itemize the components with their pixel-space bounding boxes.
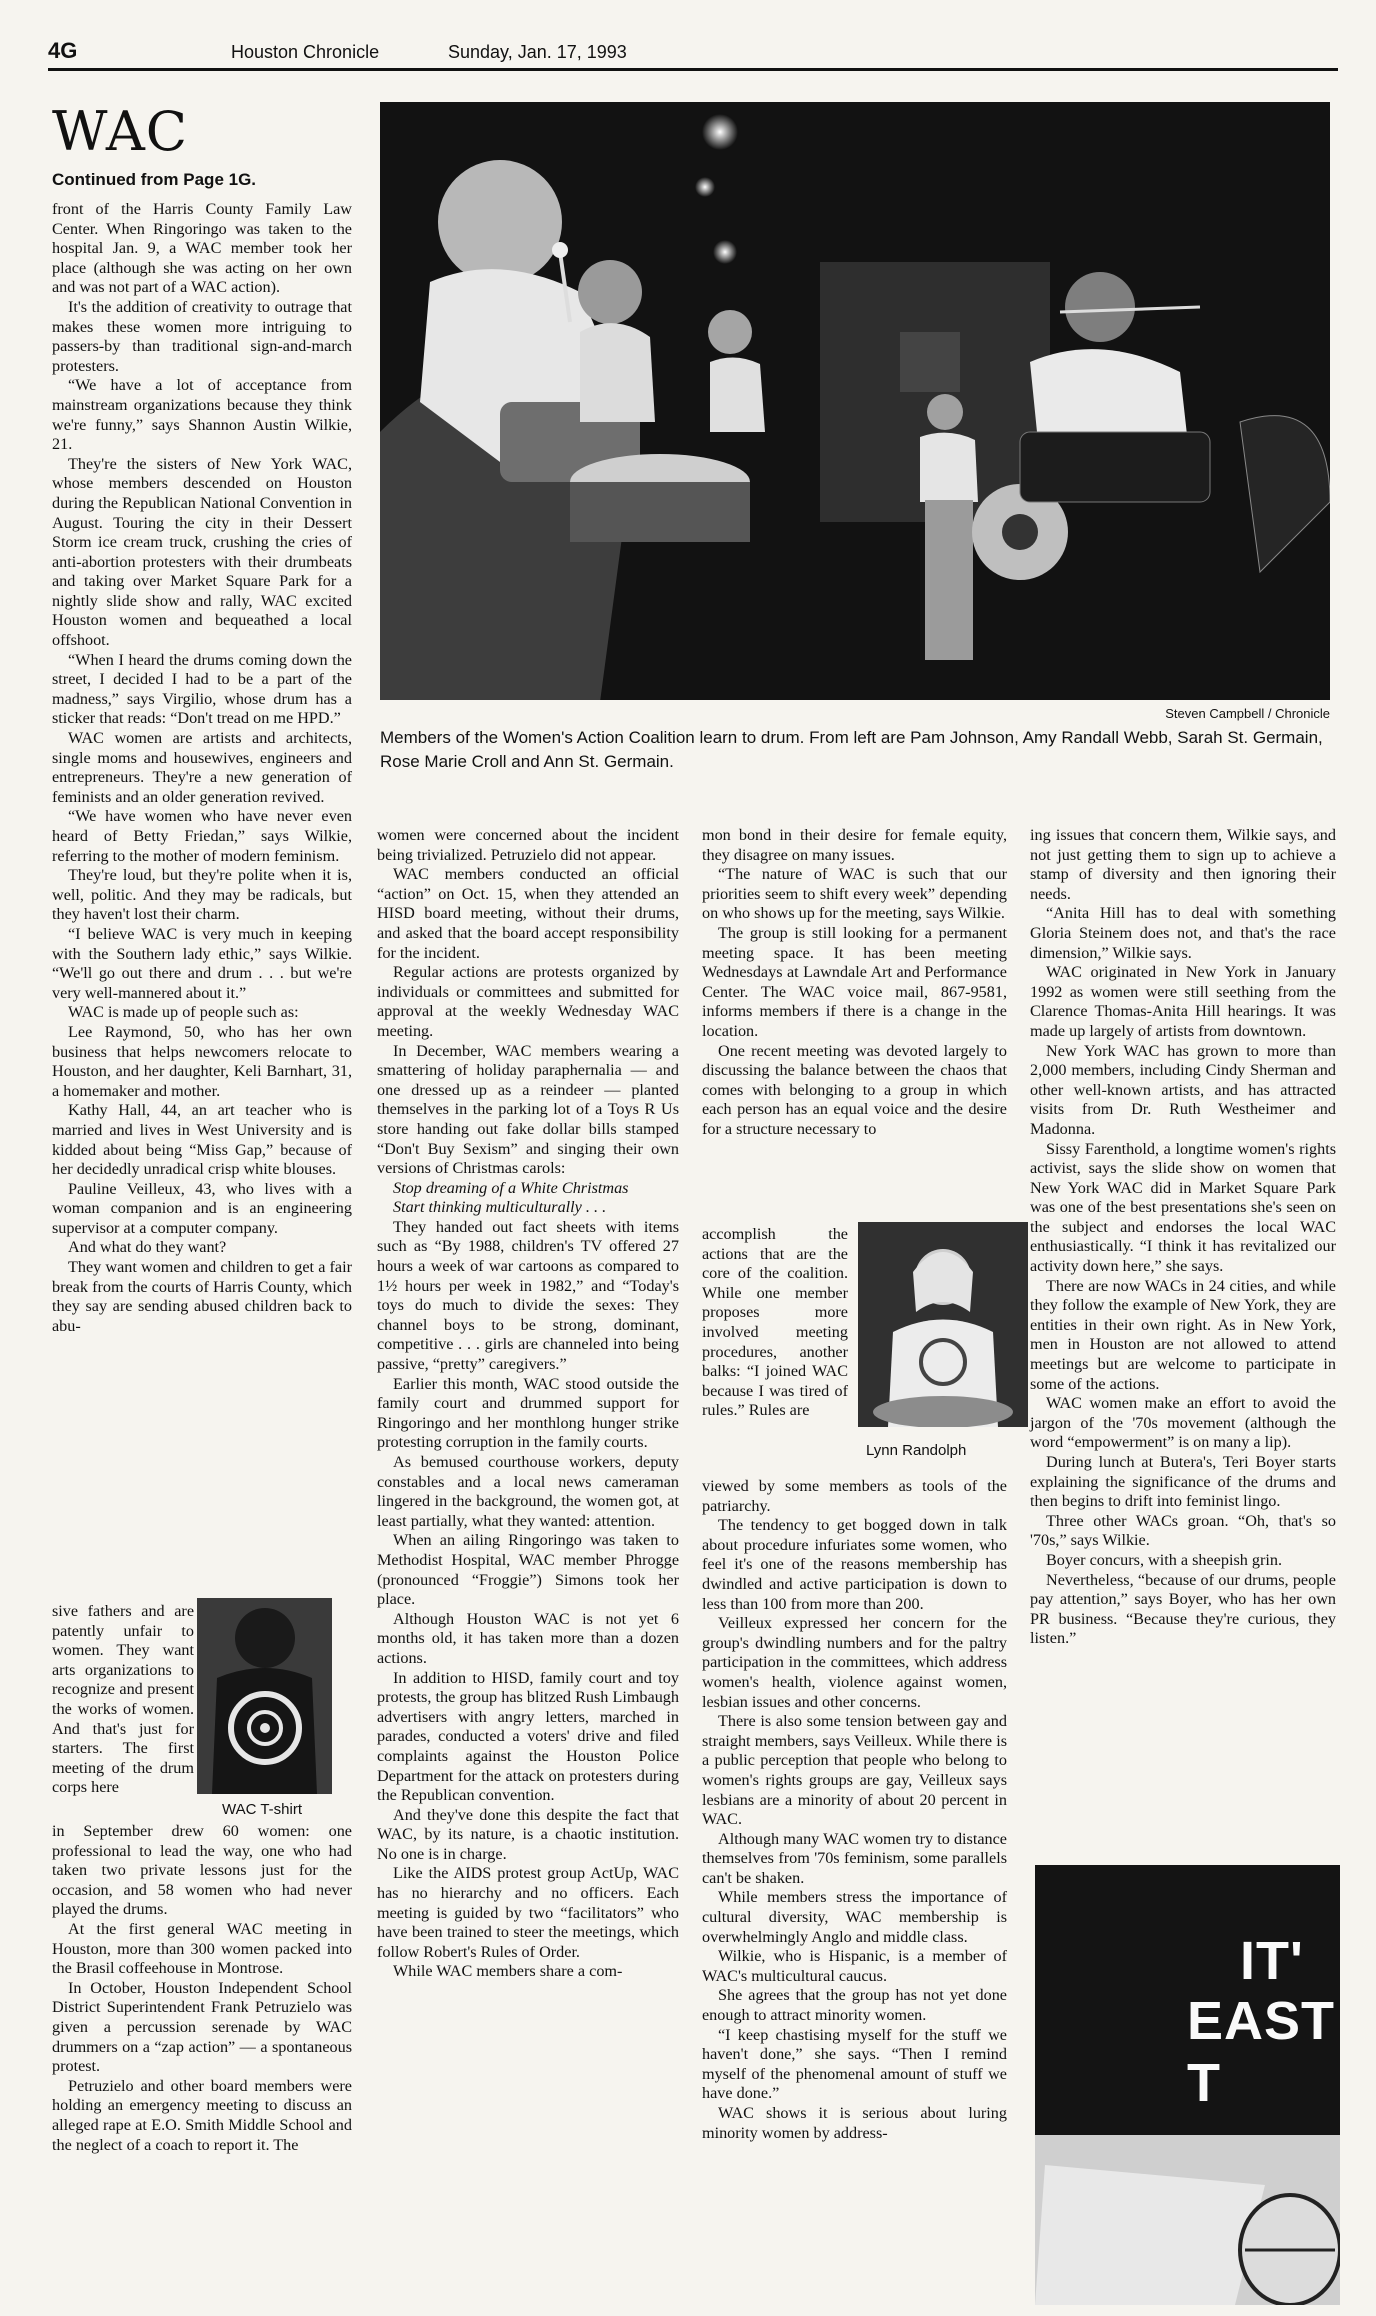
paragraph: viewed by some members as tools of the patriarchy. — [702, 1477, 1007, 1515]
lynn-caption: Lynn Randolph — [866, 1442, 967, 1459]
paragraph: In December, WAC members wearing a smattering of holiday paraphernalia — and one dressed up as a reindeer — planted themselves in the parking lot of a Toys R Us store handing out fake dollar bills stamped “Don't Buy Sexism” and singing their own versions of Christmas carols: — [377, 1041, 679, 1178]
lynn-randolph-photo — [858, 1222, 1028, 1427]
column-1 — [52, 200, 352, 1336]
paragraph: At the first general WAC meeting in Houston, more than 300 women packed into the Brasil coffeehouse in Montrose. — [52, 1919, 352, 1978]
paragraph: in September drew 60 women: one professional to lead the way, one who had taken two private lessons just for the occasion, and 58 women who had never played the drums. — [52, 1822, 352, 1919]
paragraph: The tendency to get bogged down in talk about procedure infuriates some women, who feel it's one of the reasons membership has dwindled and active participation is down to less than 100 from more than 200. — [702, 1516, 1007, 1613]
paragraph: In October, Houston Independent School District Superintendent Frank Petruzielo was given a percussion serenade by WAC drummers on a “zap action” — a spontaneous protest. — [52, 1978, 352, 2076]
paragraph: And what do they want? — [68, 1238, 227, 1257]
paragraph: The group is still looking for a permanent meeting space. It has been meeting Wednesdays at Lawndale Art and Performance Center. The WAC voice mail, 867-9581, informs members if there is a change in the location. — [702, 923, 1007, 1040]
page-number: 4G — [48, 38, 78, 63]
paragraph: women were concerned about the incident being trivialized. Petruzielo did not appear. — [377, 826, 679, 864]
paragraph: They handed out fact sheets with items such as “By 1988, children's TV offered 27 hours a week of war cartoons as compared to 1½ hours per week in 1982,” and “Today's toys do much to divide the sexes: They channel boys to be strong, dominant, competitive . . . girls are channeled into being passive, “pretty” caregivers.” — [377, 1217, 679, 1374]
paragraph: Earlier this month, WAC stood outside the family court and drummed support for Ringoringo and her monthlong hunger strike protesting corruption in the family courts. — [377, 1374, 679, 1452]
ad-headline-line-2: EAST T — [1187, 1991, 1336, 2113]
paragraph: There is also some tension between gay and straight members, says Veilleux. While there is a public perception that people who belong to women's rights groups are gay, Veilleux says lesbians are a minority of about 20 percent in WAC. — [702, 1712, 1007, 1829]
paragraph: They want women and children to get a fair break from the courts of Harris County, which they say are sending abused children back to abu- — [52, 1258, 352, 1335]
tshirt-caption: WAC T-shirt — [222, 1801, 303, 1818]
main-photo — [380, 102, 1330, 700]
column-3-wrap — [702, 1225, 848, 1421]
paragraph: “When I heard the drums coming down the street, I decided I had to be a part of the madness,” says Virgilio, whose drum has a sticker that reads: “Don't tread on me HPD.” — [52, 650, 352, 728]
paragraph: “Anita Hill has to deal with something Gloria Steinem does not, and that's the race dimension,” Wilkie says. — [1030, 904, 1336, 962]
paragraph: WAC originated in New York in January 1992 as women were still seething from the Clarence Thomas-Anita Hill hearings. It was made up largely of artists from downtown. — [1030, 963, 1336, 1040]
paragraph: sive fathers and are patently unfair to women. They want arts organizations to recognize and present the works of women. And that's just for starters. The first meeting of the drum corps here — [52, 1602, 194, 1797]
column-1-wrap — [52, 1602, 194, 1798]
paragraph: Pauline Veilleux, 43, who lives with a woman companion and is an engineering supervisor at a computer company. — [52, 1179, 352, 1237]
paragraph: WAC women make an effort to avoid the jargon of the '70s movement (although the word “empowerment” is on many a lip). — [1030, 1394, 1336, 1452]
paragraph: She agrees that the group has not yet done enough to attract minority women. — [702, 1986, 1007, 2025]
paragraph: WAC members conducted an official “action” on Oct. 15, when they attended an HISD board meeting, without their drums, and asked that the board accept responsibility for the incident. — [377, 865, 679, 962]
paragraph: ing issues that concern them, Wilkie says, and not just getting them to sign up to achieve a stamp of diversity and then ignoring their needs. — [1030, 826, 1336, 903]
column-3 — [702, 826, 1007, 1140]
paragraph: It's the addition of creativity to outrage that makes these women more intriguing to passers-by than traditional sign-and-march protesters. — [52, 297, 352, 375]
paragraph: WAC shows it is serious about luring minority women by address- — [702, 2104, 1007, 2142]
paragraph: They're the sisters of New York WAC, whose members descended on Houston during the Republican National Convention in August. Touring the city in their Dessert Storm ice cream truck, crushing the cries of anti-abortion protesters with their drumbeats and taking over Market Square Park for a nightly slide show and rally, WAC excited Houston women and bequeathed a local offshoot. — [52, 454, 352, 650]
column-4 — [1030, 826, 1336, 1649]
paragraph: Wilkie, who is Hispanic, is a member of WAC's multicultural caucus. — [702, 1947, 1007, 1985]
paragraph: Kathy Hall, 44, an art teacher who is married and lives in West University and is kidded about being “Miss Gap,” because of her decidedly unradical crisp white blouses. — [52, 1101, 352, 1179]
publication-date: Sunday, Jan. 17, 1993 — [448, 42, 627, 62]
folio — [48, 28, 1338, 68]
lynn-photo-illustration — [858, 1222, 1028, 1427]
paragraph: “We have a lot of acceptance from mainstream organizations because they think we're funny,” says Shannon Austin Wilkie, 21. — [52, 376, 352, 454]
headline: WAC — [52, 100, 189, 163]
column-3-bottom — [702, 1477, 1007, 2143]
paragraph: Like the AIDS protest group ActUp, WAC has no hierarchy and no officers. Each meeting is guided by two “facilitators” who have been trained to steer the meetings, which follow Robert's Rules of Order. — [377, 1864, 679, 1961]
paragraph: “The nature of WAC is such that our priorities seem to shift every week” depending on who shows up for the meeting, says Wilkie. — [702, 865, 1007, 923]
paragraph: As bemused courthouse workers, deputy constables and a local news cameraman lingered in the background, the women got, at least partially, what they wanted: attention. — [377, 1453, 679, 1530]
paragraph: While members stress the importance of cultural diversity, WAC membership is overwhelmingly Anglo and middle class. — [702, 1888, 1007, 1946]
paragraph: Veilleux expressed her concern for the group's dwindling numbers and for the paltry participation in the committees, which address women's health, violence against women, lesbian issues and other concerns. — [702, 1614, 1007, 1711]
paragraph: WAC women are artists and architects, single moms and housewives, engineers and entrepreneurs. They're a new generation of feminists and an older generation revived. — [52, 729, 352, 806]
paragraph: And they've done this despite the fact that WAC, by its nature, is a chaotic institution. No one is in charge. — [377, 1805, 679, 1863]
paragraph: mon bond in their desire for female equity, they disagree on many issues. — [702, 826, 1007, 864]
paragraph: Lee Raymond, 50, who has her own business that helps newcomers relocate to Houston, and her daughter, Keli Barnhart, 31, a homemaker and mother. — [52, 1022, 352, 1100]
paragraph: “We have women who have never even heard of Betty Friedan,” says Wilkie, referring to the mother of modern feminism. — [52, 807, 352, 865]
folio-rule — [48, 68, 1338, 71]
paragraph: Start thinking multiculturally . . . — [393, 1198, 607, 1217]
tshirt-photo-illustration — [197, 1598, 332, 1794]
photo-credit: Steven Campbell / Chronicle — [1165, 706, 1330, 721]
paragraph: During lunch at Butera's, Teri Boyer starts explaining the significance of the drums and then begins to drift into feminist lingo. — [1030, 1453, 1336, 1511]
paragraph: Regular actions are protests organized by individuals or committees and submitted for approval at the weekly Wednesday WAC meeting. — [377, 963, 679, 1040]
photo-caption: Members of the Women's Action Coalition learn to drum. From left are Pam Johnson, Amy Randall Webb, Sarah St. Germain, Rose Marie Croll and Ann St. Germain. — [380, 728, 1323, 771]
paragraph: Stop dreaming of a White Christmas — [393, 1178, 629, 1197]
paragraph: accomplish the actions that are the core of the coalition. While one member proposes more involved meeting procedures, another balks: “I joined WAC because I was tired of rules.” Rules are — [702, 1225, 848, 1420]
paragraph: Although many WAC women try to distance themselves from '70s feminism, some parallels can't be shaken. — [702, 1829, 1007, 1887]
paragraph: Petruzielo and other board members were holding an emergency meeting to discuss an alleged rape at E.O. Smith Middle School and the neglect of a coach to report it. The — [52, 2076, 352, 2154]
paragraph: When an ailing Ringoringo was taken to Methodist Hospital, WAC member Phrogge (pronounced “Froggie”) Simons took her place. — [377, 1531, 679, 1609]
paragraph: “I believe WAC is very much in keeping with the Southern lady ethic,” says Wilkie. “We'll go out there and drum . . . but we're very well-mannered about it.” — [52, 924, 352, 1002]
paragraph: Nevertheless, “because of our drums, people pay attention,” says Boyer, who has her own PR business. “Because they're curious, they listen.” — [1030, 1570, 1336, 1648]
paragraph: Boyer concurs, with a sheepish grin. — [1046, 1550, 1283, 1569]
column-2 — [377, 826, 679, 1982]
column-1-bottom — [52, 1822, 352, 2155]
paragraph: Sissy Farenthold, a longtime women's rights activist, says the slide show on women that New York WAC did in Market Square Park was one of the best presentations she's seen on the subject and endorses the local WAC enthusiastically. “I think it has revitalized our activity down here,” she says. — [1030, 1139, 1336, 1276]
paragraph: New York WAC has grown to more than 2,000 members, including Cindy Sherman and other well-known artists, and has attracted visits from Dr. Ruth Westheimer and Madonna. — [1030, 1041, 1336, 1138]
paragraph: There are now WACs in 24 cities, and while they follow the example of New York, they are entities in their own right. As in New York, men in Houston are not allowed to attend meetings but are welcome to participate in some of the actions. — [1030, 1276, 1336, 1393]
paragraph: While WAC members share a com- — [393, 1962, 623, 1981]
tshirt-photo — [197, 1598, 332, 1794]
paragraph: “I keep chastising myself for the stuff we haven't done,” she says. “Then I remind myself of the phenomenal amount of stuff we have done.” — [702, 2025, 1007, 2103]
advertisement — [1035, 1865, 1340, 2305]
jump-line: Continued from Page 1G. — [52, 170, 257, 189]
paragraph: WAC is made up of people such as: — [68, 1003, 299, 1022]
paragraph: Although Houston WAC is not yet 6 months old, it has taken more than a dozen actions. — [377, 1609, 679, 1667]
paragraph: One recent meeting was devoted largely to discussing the balance between the chaos that comes with belonging to a group in which each person has an equal voice and the desire for a structure necessary to — [702, 1041, 1007, 1138]
ad-headline-line-1: IT' — [1240, 1931, 1304, 1991]
drummers-photo-illustration — [380, 102, 1330, 700]
publication-name: Houston Chronicle — [231, 42, 380, 62]
paragraph: front of the Harris County Family Law Center. When Ringoringo was taken to the hospital Jan. 9, a WAC member took her place (although she was acting on her own and was not part of a WAC action). — [52, 200, 352, 297]
paragraph: In addition to HISD, family court and toy protests, the group has blitzed Rush Limbaugh advertisers with angry letters, marched in parades, conducted a voters' drive and filed complaints against the Houston Police Department for the attack on protesters during the Republican convention. — [377, 1668, 679, 1805]
paragraph: Three other WACs groan. “Oh, that's so '70s,” says Wilkie. — [1030, 1511, 1336, 1550]
paragraph: They're loud, but they're polite when it is, well, politic. And they may be radicals, but they haven't lost their charm. — [52, 866, 352, 924]
